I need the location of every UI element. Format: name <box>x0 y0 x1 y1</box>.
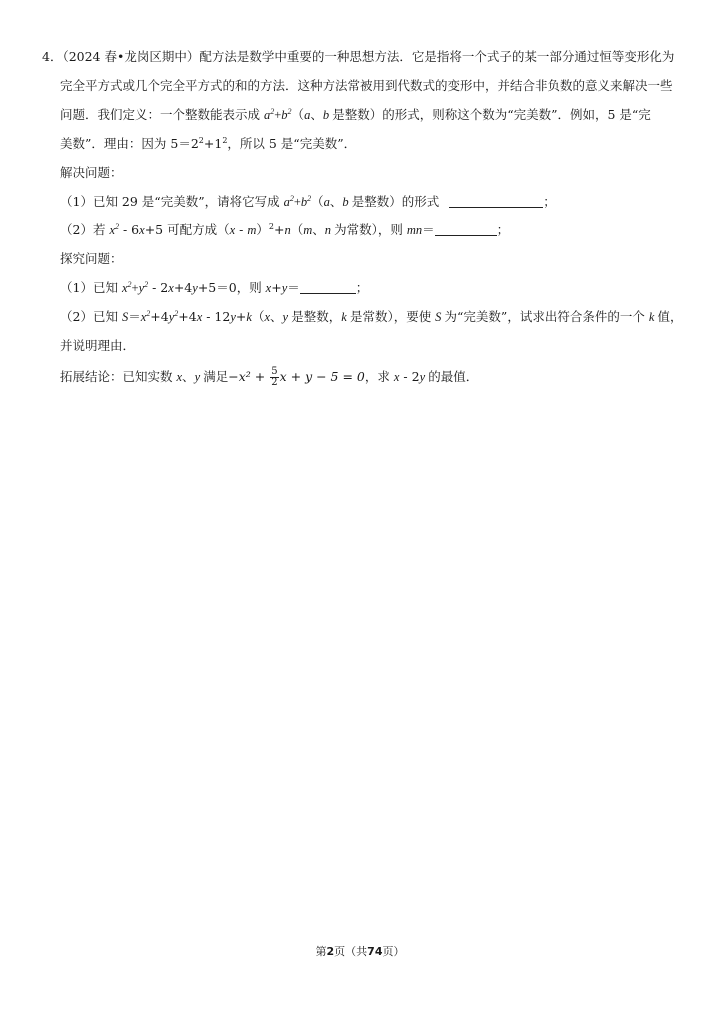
intro-line-2 <box>60 78 673 94</box>
page-footer: 第2页（共74页） <box>315 945 405 958</box>
problem-number: 4． <box>42 49 63 64</box>
intro-text-2: 完全平方式或几个完全平方式的和的方法．这种方法常被用到代数式的变形中，并结合非负数的意义来解决一些 <box>60 78 673 93</box>
answer-blank-1-2[interactable] <box>435 223 497 236</box>
problem-source: （2024 春•龙岗区期中） <box>62 49 200 64</box>
section-explore: 探究问题： <box>60 251 123 266</box>
question-2-2-cont: 并说明理由． <box>60 338 136 353</box>
intro-line-3: 问题．我们定义：一个整数能表示成 $a^2+b^2(a$、b 是整数）的形式，则称这个数为“完美数”．例如，5 是“完 <box>60 107 651 122</box>
answer-blank-1-1[interactable] <box>449 195 543 208</box>
question-2-2: （2）已知 $S=x^2+4y^2+4x - 12y+k(x$、y 是整数，k 是常数），要使 S 为“完美数”，试求出符合条件的一个 k 值， <box>60 309 683 324</box>
page-number: 2 <box>326 945 335 958</box>
intro-line-4: 美数”．理由：因为 $5=2^2+1^2$，所以 5 是“完美数”． <box>60 136 357 151</box>
question-2-1: （1）已知 $x^2+y^2 - 2x+4y+5=0$，则 x+y＝ ； <box>60 280 369 295</box>
answer-blank-2-1[interactable] <box>300 281 356 294</box>
section-solve: 解决问题： <box>60 165 123 180</box>
extension-conclusion: 拓展结论：已知实数 x、y 满足−x² + $\frac{5}{2}$ x + y − 5 = 0，求 x - 2y 的最值． <box>60 366 479 388</box>
expr-a2-b2: $a^2+b^2$ <box>263 107 292 122</box>
question-1-1: （1）已知 29 是“完美数”，请将它写成 $a^2+b^2(a$、b 是整数）的形式 ； <box>60 194 556 209</box>
extension-equation: −x² + $\frac{5}{2}$ x + y − 5 = 0 <box>228 366 365 388</box>
page-total: 74 <box>367 945 383 958</box>
question-1-2: （2）若 $x^2 - 6x+5$ 可配方成（x - m）$^2$+n（m、n 为常数），则 mn＝ ； <box>60 222 510 237</box>
intro-line-1 <box>42 49 674 65</box>
intro-text-1: 配方法是数学中重要的一种思想方法．它是指将一个式子的某一部分通过恒等变形化为 <box>199 49 675 64</box>
